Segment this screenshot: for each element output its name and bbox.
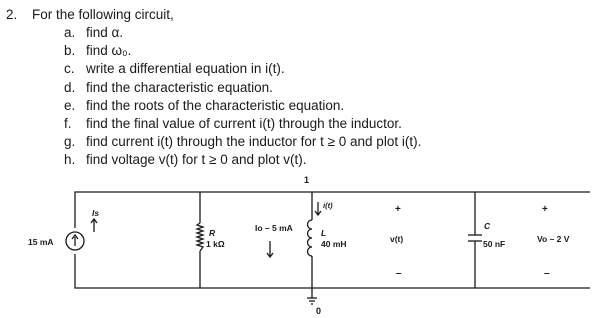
subquestion-letter: h. (64, 152, 76, 168)
subquestion-text: find voltage v(t) for t ≥ 0 and plot v(t). (86, 152, 307, 168)
question-number: 2. (6, 7, 18, 22)
resistor-value: 1 kΩ (206, 239, 225, 249)
vo-plus: + (542, 204, 548, 215)
question-prompt: For the following circuit, (32, 7, 174, 22)
vo-minus: – (544, 268, 550, 279)
voltage-minus: – (396, 268, 402, 279)
subquestion-letter: c. (64, 61, 75, 77)
subquestion-letter: a. (64, 25, 76, 40)
inductor-name: L (321, 228, 327, 238)
current-source (66, 232, 84, 250)
wire-bottom (75, 254, 590, 288)
resistor-name: R (209, 228, 216, 238)
resistor-symbol (197, 223, 203, 251)
subquestion-text: find the roots of the characteristic equation. (86, 97, 345, 113)
current-source-label: 15 mA (28, 237, 54, 247)
capacitor-symbol (468, 235, 482, 241)
ground-icon (307, 298, 317, 304)
capacitor-name: C (484, 221, 491, 231)
subquestion-letter: b. (64, 43, 76, 59)
node-1-label: 1 (304, 175, 310, 185)
subquestion-text: find the final value of current i(t) through the inductor. (86, 115, 402, 131)
capacitor-value: 50 nF (483, 239, 506, 249)
node-0-label: 0 (316, 306, 322, 316)
subquestion-letter: d. (64, 79, 76, 95)
subquestion-text: find ω₀. (86, 43, 132, 59)
subquestion-letter: f. (64, 115, 72, 131)
subquestion-text: find current i(t) through the inductor for t ≥ 0 and plot i(t). (86, 134, 422, 150)
inductor-value: 40 mH (321, 239, 347, 249)
is-arrow (91, 219, 97, 232)
it-arrow (315, 202, 321, 215)
wire-left (75, 192, 590, 228)
voltage-plus: + (395, 204, 401, 215)
io-arrow (267, 241, 273, 257)
vo-label: Vo – 2 V (537, 234, 570, 244)
subquestion-text: find α. (86, 25, 124, 40)
is-label: Is (92, 208, 100, 218)
voltage-label: v(t) (390, 234, 404, 244)
subquestion-letter: g. (64, 134, 76, 150)
subquestion-letter: e. (64, 97, 76, 113)
subquestion-text: find the characteristic equation. (86, 79, 273, 95)
subquestion-text: write a differential equation in i(t). (86, 61, 285, 77)
inductor-current-label: i(t) (323, 201, 333, 210)
inductor-symbol (308, 220, 313, 256)
io-label: Io – 5 mA (255, 223, 293, 233)
